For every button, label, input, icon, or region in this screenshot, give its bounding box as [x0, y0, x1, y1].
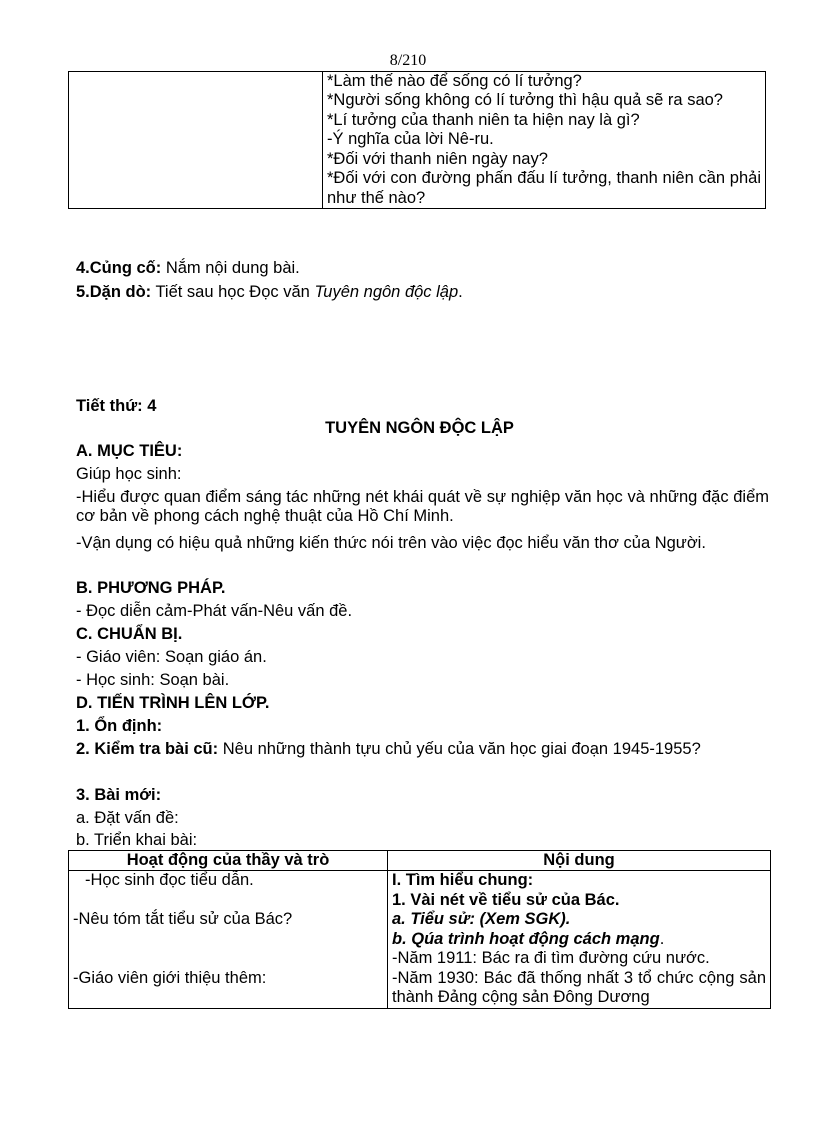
review-line — [76, 259, 769, 278]
procedure-step-3: 3. Bài mới: — [76, 786, 162, 804]
method-text: - Đọc diễn cảm-Phát vấn-Nêu vấn đề. — [76, 602, 353, 620]
review-label: 4.Củng cố: — [76, 259, 162, 277]
list-item: *Lí tưởng của thanh niên ta hiện nay là gì? — [327, 110, 640, 129]
activity-item: -Học sinh đọc tiểu dẫn. — [85, 871, 254, 890]
activity-item: -Giáo viên giới thiệu thêm: — [73, 968, 267, 987]
preparation-heading: C. CHUẨN BỊ. — [76, 625, 183, 643]
preparation-teacher: - Giáo viên: Soạn giáo án. — [76, 648, 267, 666]
lesson-reference: Tuyên ngôn độc lập — [314, 283, 459, 301]
list-item: *Làm thế nào để sống có lí tưởng? — [327, 72, 582, 90]
homework-label: 5.Dặn dò: — [76, 283, 152, 301]
procedure-step-3b: b. Triển khai bài: — [76, 831, 198, 849]
list-item: *Người sống không có lí tưởng thì hậu quả sẽ ra sao? — [327, 91, 723, 110]
list-item: *Đối với thanh niên ngày nay? — [327, 149, 548, 168]
procedure-step-3a: a. Đặt vấn đề: — [76, 809, 179, 827]
subsection-heading: 1. Vài nét về tiểu sử của Bác. — [392, 890, 620, 909]
homework-line: 5.Dặn dò: Tiết sau học Đọc văn Tuyên ngôn độc lập. — [76, 283, 463, 301]
discussion-table — [68, 71, 766, 209]
table-cell-empty — [69, 72, 323, 209]
procedure-step-2: 2. Kiểm tra bài cũ: Nêu những thành tựu chủ yếu của văn học giai đoạn 1945-1955? — [76, 740, 701, 758]
column-header: Nội dung — [388, 851, 771, 871]
content-item: -Năm 1930: Bác đã thống nhất 3 tổ chức cộng sản thành Đảng cộng sản Đông Dương — [392, 968, 766, 1007]
objectives-heading: A. MỤC TIÊU: — [76, 442, 183, 460]
section-heading: I. Tìm hiểu chung: — [392, 871, 534, 890]
activity-item: -Nêu tóm tắt tiểu sử của Bác? — [73, 910, 293, 929]
question-list — [323, 72, 766, 209]
period-label: Tiết thứ: 4 — [76, 397, 157, 415]
subsection-item: b. Qúa trình hoạt động cách mạng — [392, 929, 660, 948]
content-column: I. Tìm hiểu chung: 1. Vài nét về tiểu sử của Bác. a. Tiểu sử: (Xem SGK). b. Qúa trình hoạt động cách mạng. -Năm 1911: Bác ra đi tìm đường cứu nước. -Năm 1930: Bác đã thống nhất 3 tổ chức cộng sản thành Đảng cộng sản Đông Dương — [388, 871, 771, 1008]
preparation-student: - Học sinh: Soạn bài. — [76, 671, 230, 689]
procedure-heading: D. TIẾN TRÌNH LÊN LỚP. — [76, 694, 270, 712]
activity-column — [69, 871, 388, 1008]
lesson-title: TUYÊN NGÔN ĐỘC LẬP — [325, 419, 514, 437]
objectives-intro: Giúp học sinh: — [76, 465, 182, 483]
review-text: Nắm nội dung bài. — [161, 259, 300, 277]
list-item: *Đối với con đường phấn đấu lí tưởng, thanh niên cần phải như thế nào? — [327, 169, 761, 207]
activity-table — [68, 850, 771, 1009]
content-item: -Năm 1911: Bác ra đi tìm đường cứu nước. — [392, 949, 710, 968]
column-header: Hoạt động của thầy và trò — [69, 851, 388, 871]
objective-item: -Vận dụng có hiệu quả những kiến thức nói trên vào việc đọc hiểu văn thơ của Người. — [76, 534, 706, 552]
page-number: 8/210 — [389, 52, 427, 69]
subsection-item: a. Tiểu sử: (Xem SGK). — [392, 910, 571, 929]
objective-item: -Hiểu được quan điểm sáng tác những nét khái quát về sự nghiệp văn học và những đặc điểm cơ bản về phong cách nghệ thuật của Hồ Chí Minh. — [76, 488, 769, 526]
list-item: -Ý nghĩa của lời Nê-ru. — [327, 130, 494, 149]
method-heading: B. PHƯƠNG PHÁP. — [76, 579, 226, 597]
procedure-step-1: 1. Ổn định: — [76, 717, 163, 735]
